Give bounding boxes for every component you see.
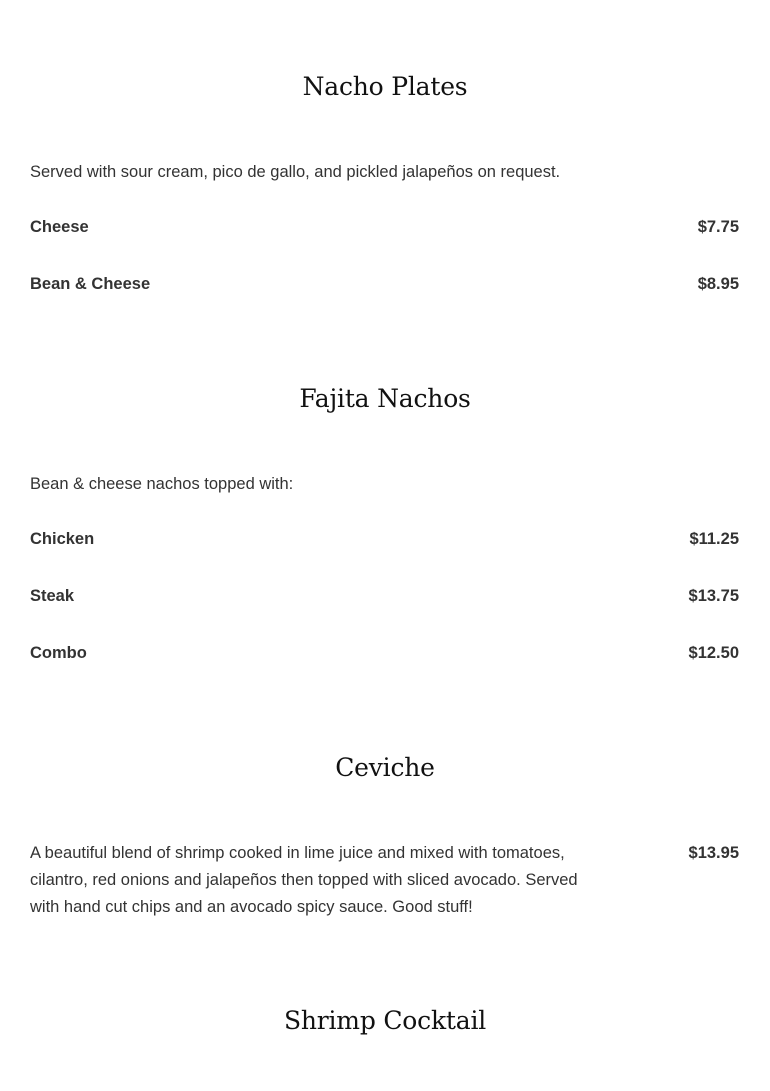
section-title-shrimp-cocktail: Shrimp Cocktail (283, 1006, 487, 1035)
menu-item-name: Cheese (30, 218, 89, 236)
menu-item (30, 587, 739, 606)
section-title-nacho-plates: Nacho Plates (302, 72, 468, 101)
menu-item-price: $8.95 (697, 275, 739, 293)
menu-item (30, 644, 739, 663)
menu-item-price: $12.50 (688, 644, 739, 662)
section-description-ceviche: A beautiful blend of shrimp cooked in lime juice and mixed with tomatoes, cilantro, red onions and jalapeños then topped with sliced avocado. Served with hand cut chips and an avocado spicy sauce. Good stuff! (30, 844, 578, 916)
menu-item (30, 275, 739, 294)
menu-item (30, 218, 739, 237)
menu-item-name: Bean & Cheese (30, 275, 151, 293)
menu-item (30, 530, 739, 549)
menu-item-price: $13.95 (688, 844, 739, 862)
menu-item-name: Steak (30, 587, 75, 605)
menu-item-price: $13.75 (688, 587, 739, 605)
section-title-ceviche: Ceviche (335, 753, 435, 782)
menu-item-name: Chicken (30, 530, 95, 548)
menu-item-name: Combo (30, 644, 87, 662)
menu-item-price: $11.25 (689, 530, 739, 548)
section-description-nacho-plates: Served with sour cream, pico de gallo, and pickled jalapeños on request. (30, 163, 561, 181)
section-description-fajita-nachos: Bean & cheese nachos topped with: (30, 475, 294, 493)
menu-item-price: $7.75 (697, 218, 739, 236)
section-title-fajita-nachos: Fajita Nachos (299, 384, 471, 413)
